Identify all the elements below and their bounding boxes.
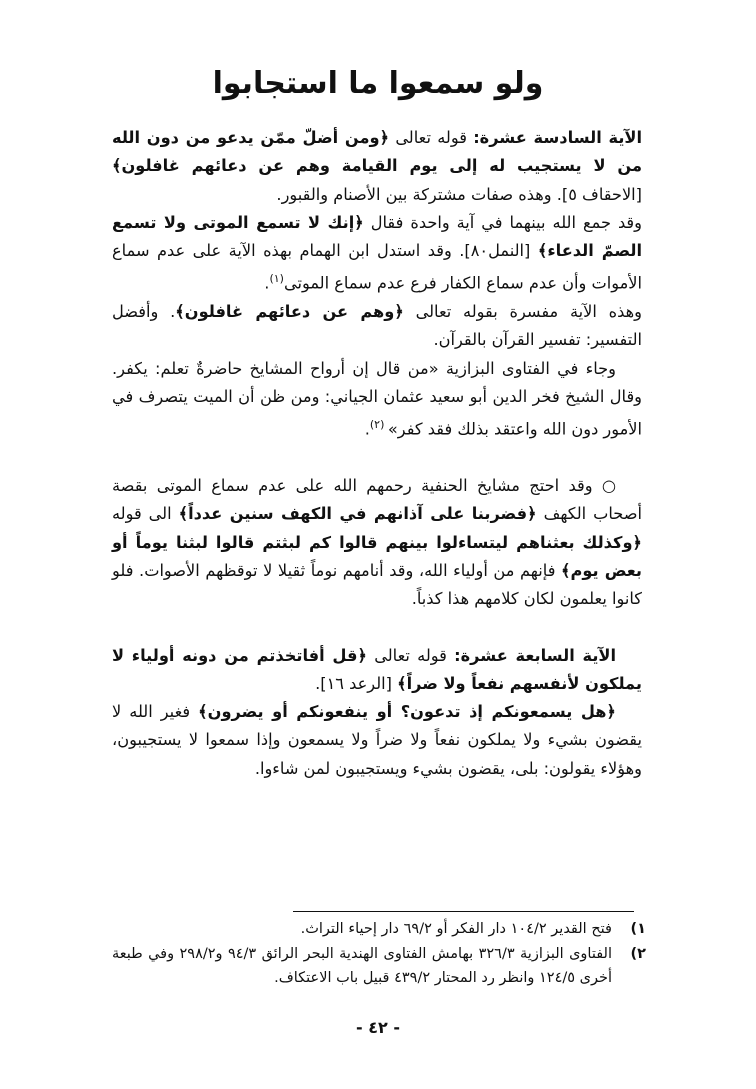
quran-verse: ﴿وكذلك بعثناهم ليتساءلوا بينهم قالوا كم لبثتم قالوا لبثنا يوماً أو بعض يوم﴾ xyxy=(112,532,642,580)
verse-heading: الآية السابعة عشرة: xyxy=(454,645,617,665)
paragraph-text: . xyxy=(364,419,370,439)
paragraph-text: وهذه الآية مفسرة بقوله تعالى xyxy=(403,302,642,322)
quran-verse: ﴿ومن أضلّ ممّن يدعو من دون الله من لا يستجيب له إلى يوم القيامة وهم عن دعائهم غافلون﴾ xyxy=(112,128,642,176)
paragraph-text: . xyxy=(264,273,270,293)
paragraph xyxy=(112,124,642,209)
paragraph-text: قوله تعالى xyxy=(389,128,474,147)
paragraph-text: فإنهم من أولياء الله، وقد أنامهم نوماً ثقيلا لا توقظهم الأصوات. فلو كانوا يعلمون لكان كلامهم هذا كذباً. xyxy=(112,560,642,609)
footnote-marker: (٢) xyxy=(369,418,388,432)
paragraph-text: وجاء في الفتاوى البزازية «من قال إن أرواح المشايخ حاضرةٌ تعلم: يكفر. وقال الشيخ فخر الدين أبو سعيد عثمان الجياني: ومن ظن أن الميت يتصرف في الأمور دون الله واعتقد بذلك فقد كفر» xyxy=(112,358,642,439)
footnote-marker: (١) xyxy=(269,272,284,286)
footnote xyxy=(112,942,646,991)
paragraph-text: الى قوله xyxy=(112,504,179,524)
paragraph-gap xyxy=(112,614,642,642)
page-number: - ٤٢ - xyxy=(356,1018,400,1037)
quran-verse: ﴿هل يسمعونكم إذ تدعون؟ أو ينفعونكم أو يضرون﴾ xyxy=(198,702,617,722)
footnote-number: ١) xyxy=(630,921,646,937)
paragraph xyxy=(112,472,642,613)
paragraph xyxy=(112,698,642,783)
paragraph-text: فغير الله لا يقضون بشيء ولا يملكون نفعاً ولا ضراً ولا يسمعون وإذا سمعوا لا يستجيبون، وهؤلاء يقولون: بلى، يقضون بشيء ويستجيبون لمن شاءوا. xyxy=(112,702,642,778)
paragraph xyxy=(112,355,642,444)
verse-heading: الآية السادسة عشرة: xyxy=(473,128,642,147)
quran-verse: ﴿وهم عن دعائهم غافلون﴾ xyxy=(175,302,404,322)
paragraph-text: وقد جمع الله بينهما في آية واحدة فقال xyxy=(363,212,642,232)
footnotes xyxy=(112,917,646,991)
footnote-divider xyxy=(293,911,634,912)
paragraph-text: [الاحقاف ٥]. وهذه صفات مشتركة بين الأصنام والقبور. xyxy=(276,184,642,204)
paragraph xyxy=(112,642,642,699)
paragraph-text: . وأفضل التفسير: تفسير القرآن بالقرآن. xyxy=(112,302,642,350)
paragraph-text: قوله تعالى xyxy=(366,645,455,665)
paragraph xyxy=(112,209,642,298)
quran-verse: ﴿قل أفاتخذتم من دونه أولياء لا يملكون لأنفسهم نفعاً ولا ضراً﴾ xyxy=(112,645,642,693)
page-title: ولو سمعوا ما استجابوا xyxy=(212,66,544,101)
footnote-number: ٢) xyxy=(630,945,646,962)
paragraph-text: ○ وقد احتج مشايخ الحنفية رحمهم الله على عدم سماع الموتى بقصة أصحاب الكهف xyxy=(112,476,642,524)
paragraph-gap xyxy=(112,444,642,472)
paragraph-text: [النمل٨٠]. وقد استدل ابن الهمام بهذه الآية على عدم سماع الأموات وأن عدم سماع الكفار فرع عدم سماع الموتى xyxy=(112,241,642,293)
footnote-text: الفتاوى البزازية ٣٢٦/٣ بهامش الفتاوى الهندية البحر الرائق ٩٤/٣ و٢٩٨/٢ وفي طبعة أخرى ١٢٤/٥ وانظر رد المحتار ٤٣٩/٢ قبيل باب الاعتكاف. xyxy=(112,945,612,986)
paragraph-text: [الرعد ١٦]. xyxy=(315,673,398,693)
quran-verse: ﴿إنك لا تسمع الموتى ولا تسمع الصمّ الدعاء﴾ xyxy=(112,212,643,261)
body-text xyxy=(112,124,642,783)
footnote-text: فتح القدير ١٠٤/٢ دار الفكر أو ٦٩/٢ دار إحياء التراث. xyxy=(300,921,612,937)
paragraph xyxy=(112,298,642,355)
quran-verse: ﴿فضربنا على آذانهم في الكهف سنين عدداً﴾ xyxy=(178,504,537,524)
footnote xyxy=(112,917,646,942)
